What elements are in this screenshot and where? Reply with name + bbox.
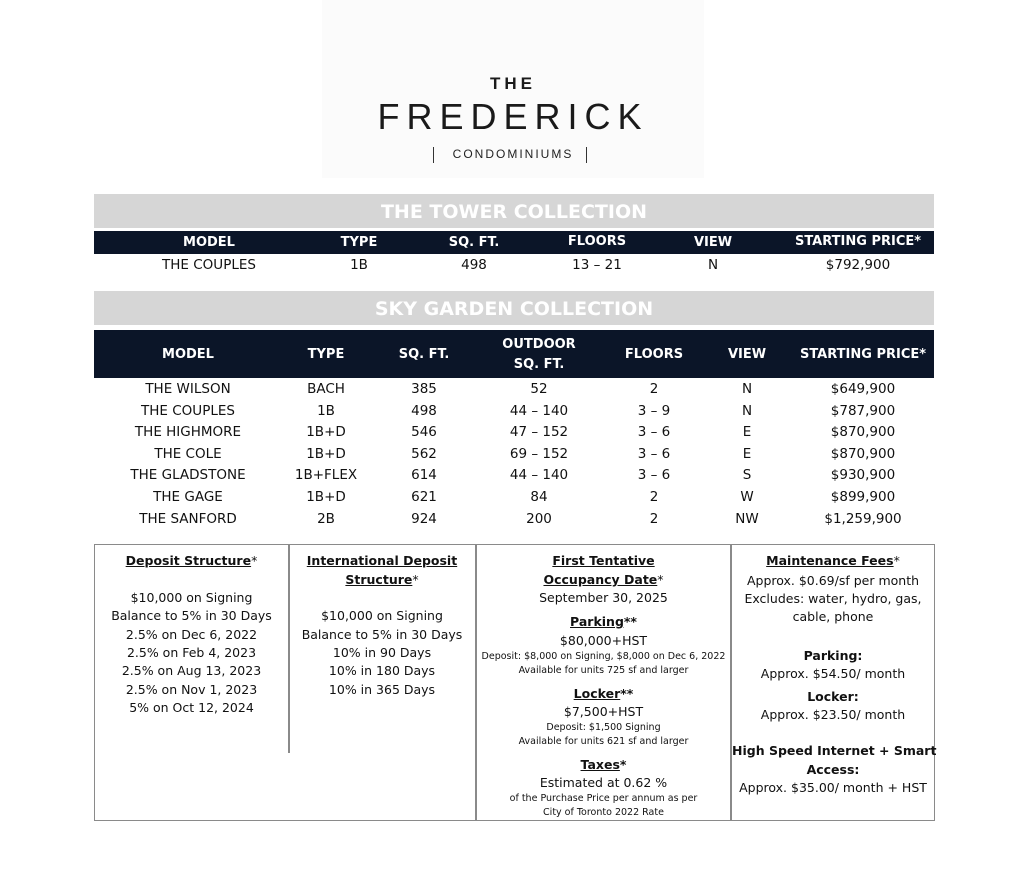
sky-header-outdoor: OUTDOOR: [502, 337, 576, 352]
floors-cell: 2: [649, 510, 659, 527]
model-cell: THE SANFORD: [139, 510, 237, 527]
taxes-estimate: Estimated at 0.62 %: [539, 775, 668, 790]
intl-line: 10% in 90 Days: [332, 645, 432, 660]
tower-table-header: [94, 231, 934, 254]
tower-header-type: TYPE: [340, 235, 378, 250]
sky-header-model: MODEL: [162, 347, 214, 362]
view-cell: N: [707, 257, 719, 273]
locker-price: $7,500+HST: [563, 704, 644, 719]
sky-garden-collection-title: SKY GARDEN COLLECTION: [94, 291, 934, 325]
logo-name: FREDERICK: [377, 96, 649, 137]
outdoor-cell: 69 – 152: [509, 445, 569, 462]
maintenance-parking-value: Approx. $54.50/ month: [760, 666, 906, 681]
sqft-cell: 498: [461, 257, 487, 273]
price-cell: $792,900: [825, 257, 891, 273]
taxes-note: City of Toronto 2022 Rate: [543, 807, 664, 818]
logo-divider-right: [586, 147, 587, 163]
tower-header-price: STARTING PRICE*: [794, 234, 922, 249]
maintenance-line: Approx. $0.69/sf per month: [746, 573, 920, 588]
type-cell: 1B+D: [306, 489, 346, 505]
occupancy-section: [477, 545, 730, 820]
taxes-note: of the Purchase Price per annum as per: [509, 793, 698, 804]
price-cell: $899,900: [830, 489, 896, 505]
intl-title: International Deposit: [306, 553, 458, 568]
model-cell: THE COLE: [154, 445, 222, 462]
deposit-line: 2.5% on Aug 13, 2023: [121, 663, 262, 678]
table-row: [94, 465, 934, 486]
sqft-cell: 562: [411, 445, 437, 462]
sky-header-outdoor-sqft: SQ. FT.: [513, 357, 565, 372]
outdoor-cell: 44 – 140: [509, 467, 569, 484]
logo-subtitle: CONDOMINIUMS: [452, 147, 574, 161]
outdoor-cell: 200: [526, 510, 552, 527]
occupancy-title-2: Occupancy Date*: [543, 572, 664, 587]
maintenance-locker-value: Approx. $23.50/ month: [760, 707, 906, 722]
type-cell: 1B: [317, 402, 335, 419]
deposit-line: 5% on Oct 12, 2024: [129, 700, 254, 715]
model-cell: THE HIGHMORE: [134, 424, 242, 441]
model-cell: THE COUPLES: [162, 257, 256, 273]
view-cell: E: [742, 445, 752, 462]
intl-line: $10,000 on Signing: [321, 608, 443, 623]
locker-note: Deposit: $1,500 Signing: [546, 722, 661, 733]
parking-note: Deposit: $8,000 on Signing, $8,000 on Dec 6, 2022: [481, 651, 726, 662]
table-row: [94, 401, 934, 422]
occupancy-title: First Tentative: [552, 553, 655, 568]
international-deposit-section: [289, 545, 475, 820]
maintenance-locker-label: Locker:: [807, 689, 859, 704]
sky-header-price: STARTING PRICE*: [799, 347, 927, 362]
price-cell: $870,900: [830, 445, 896, 462]
maintenance-parking-label: Parking:: [803, 648, 863, 663]
type-cell: 1B+D: [306, 445, 346, 462]
tower-header-floors: FLOORS: [567, 234, 627, 249]
type-cell: 2B: [317, 510, 335, 527]
maintenance-internet-label-2: Access:: [806, 762, 860, 777]
maintenance-internet-value: Approx. $35.00/ month + HST: [739, 780, 927, 795]
outdoor-cell: 84: [530, 489, 548, 505]
table-row: [94, 255, 934, 276]
outdoor-cell: 47 – 152: [509, 424, 569, 441]
floors-cell: 3 – 6: [637, 445, 671, 462]
type-cell: 1B+FLEX: [294, 467, 358, 484]
deposit-line: 2.5% on Dec 6, 2022: [125, 627, 258, 642]
locker-title: Locker**: [573, 686, 634, 701]
sky-header-sqft: SQ. FT.: [398, 347, 450, 362]
sky-header-view: VIEW: [727, 347, 767, 362]
view-cell: N: [741, 381, 753, 397]
intl-line: 10% in 365 Days: [328, 682, 436, 697]
intl-line: Balance to 5% in 30 Days: [301, 627, 463, 642]
floors-cell: 3 – 6: [637, 424, 671, 441]
logo-the: THE: [490, 74, 536, 93]
table-row: [94, 509, 934, 530]
sqft-cell: 924: [411, 510, 437, 527]
parking-price: $80,000+HST: [559, 633, 648, 648]
table-row: [94, 379, 934, 400]
outdoor-cell: 52: [530, 381, 548, 397]
model-cell: THE COUPLES: [141, 402, 235, 419]
view-cell: S: [742, 467, 752, 484]
sqft-cell: 498: [411, 402, 437, 419]
floors-cell: 3 – 9: [637, 402, 671, 419]
type-cell: BACH: [307, 381, 345, 397]
price-cell: $870,900: [830, 424, 896, 441]
maintenance-line: Excludes: water, hydro, gas,: [744, 591, 922, 606]
deposit-title: Deposit Structure*: [125, 553, 258, 568]
sqft-cell: 614: [411, 467, 437, 484]
price-cell: $787,900: [830, 402, 896, 419]
view-cell: W: [740, 489, 754, 505]
model-cell: THE WILSON: [145, 381, 231, 397]
table-row: [94, 444, 934, 465]
floors-cell: 2: [649, 381, 659, 397]
floors-cell: 2: [649, 489, 659, 505]
floors-cell: 13 – 21: [572, 257, 622, 273]
details-panel: [94, 544, 935, 821]
parking-title: Parking**: [570, 614, 637, 629]
maintenance-fees-section: [732, 545, 937, 820]
tower-header-sqft: SQ. FT.: [448, 235, 500, 250]
sqft-cell: 621: [411, 489, 437, 505]
table-row: [94, 487, 934, 508]
view-cell: E: [742, 424, 752, 441]
intl-title-2: Structure*: [345, 572, 419, 587]
tower-collection-title: THE TOWER COLLECTION: [94, 194, 934, 228]
view-cell: NW: [735, 510, 759, 527]
sky-table-header: [94, 330, 934, 378]
deposit-line: 2.5% on Feb 4, 2023: [126, 645, 257, 660]
occupancy-date: September 30, 2025: [539, 590, 668, 605]
maintenance-internet-label: High Speed Internet + Smart: [732, 743, 937, 758]
view-cell: N: [741, 402, 753, 419]
tower-header-view: VIEW: [693, 235, 733, 250]
price-cell: $930,900: [830, 467, 896, 484]
model-cell: THE GAGE: [153, 489, 223, 505]
maintenance-title: Maintenance Fees*: [766, 553, 900, 568]
type-cell: 1B: [350, 257, 368, 273]
table-row: [94, 422, 934, 443]
floors-cell: 3 – 6: [637, 467, 671, 484]
type-cell: 1B+D: [306, 424, 346, 441]
intl-line: 10% in 180 Days: [328, 663, 436, 678]
sqft-cell: 546: [411, 424, 437, 441]
deposit-line: Balance to 5% in 30 Days: [111, 608, 272, 623]
deposit-structure-section: [95, 545, 288, 820]
deposit-line: $10,000 on Signing: [130, 590, 253, 605]
tower-header-model: MODEL: [183, 235, 235, 250]
taxes-title: Taxes*: [580, 757, 627, 772]
locker-note: Available for units 621 sf and larger: [518, 736, 689, 747]
logo: [322, 0, 704, 178]
price-cell: $649,900: [830, 381, 896, 397]
sky-header-type: TYPE: [307, 347, 345, 362]
model-cell: THE GLADSTONE: [130, 467, 246, 484]
price-cell: $1,259,900: [824, 510, 902, 527]
parking-note: Available for units 725 sf and larger: [518, 665, 689, 676]
sky-header-floors: FLOORS: [624, 347, 684, 362]
sqft-cell: 385: [411, 381, 437, 397]
maintenance-line: cable, phone: [792, 609, 874, 624]
deposit-line: 2.5% on Nov 1, 2023: [125, 682, 258, 697]
outdoor-cell: 44 – 140: [509, 402, 569, 419]
